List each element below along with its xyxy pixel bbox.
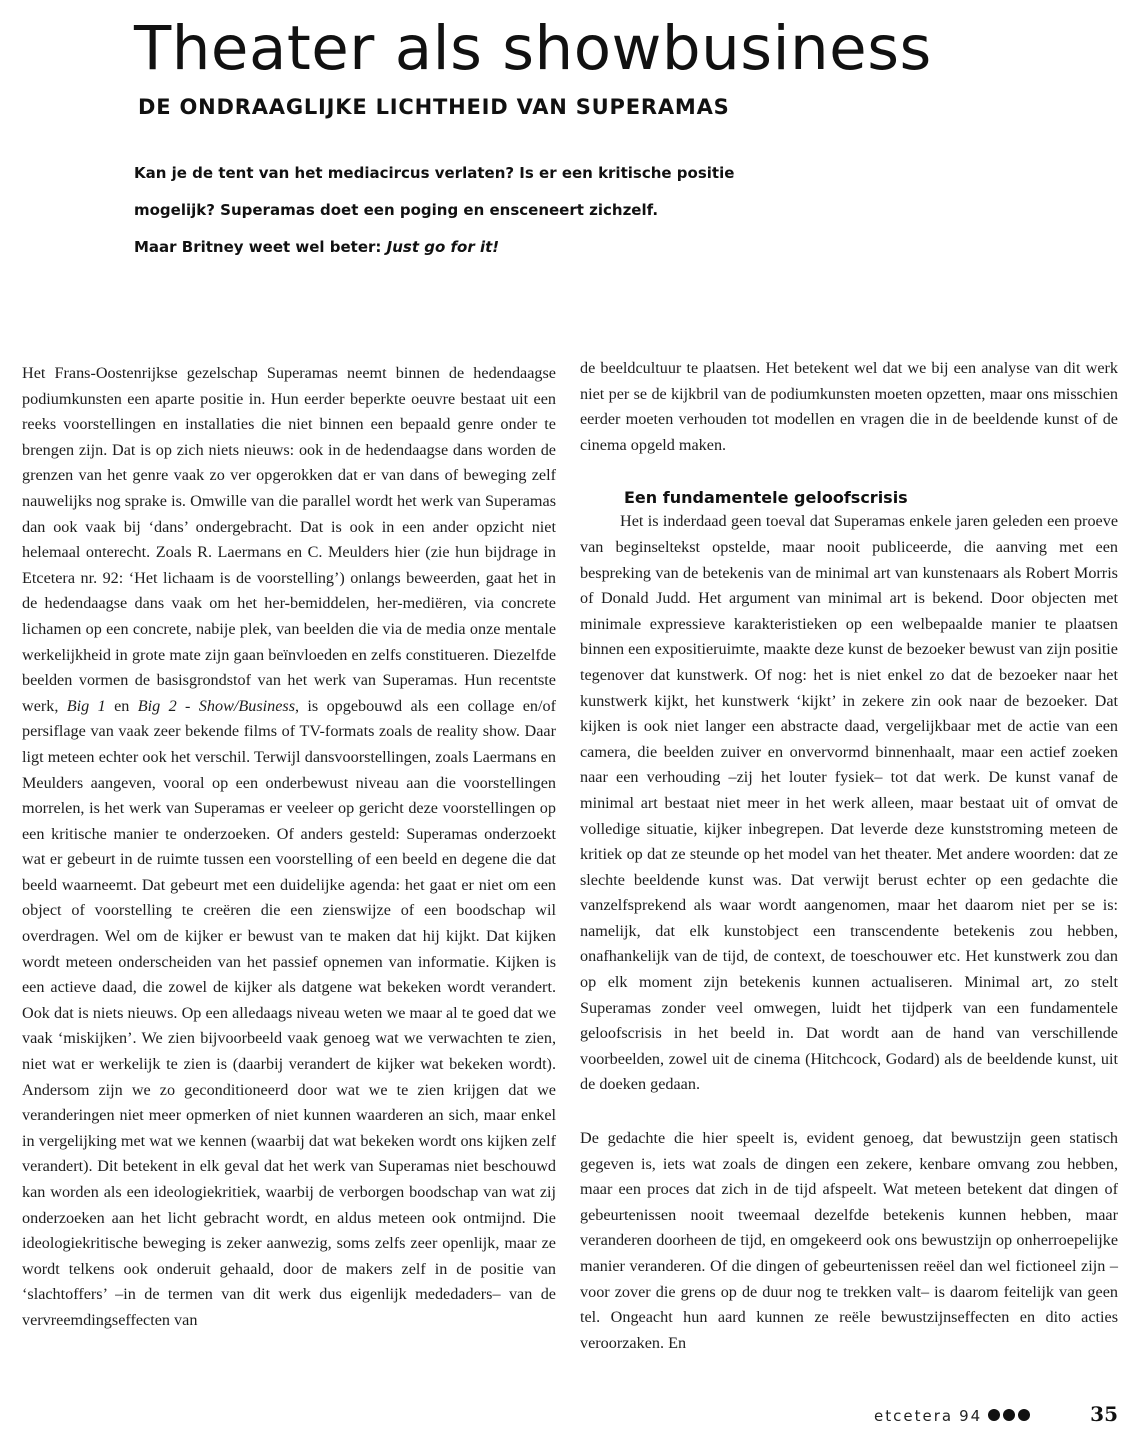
issue-number: 94	[959, 1407, 983, 1425]
dots-ornament	[988, 1409, 1030, 1421]
body-text: , is opgebouwd als een collage en/of persiflage van vaak zeer bekende films of TV-formats zoals de reality show. Daar ligt meteen echter ook het verschil. Terwijl dansvoorstellingen, zoals Laermans en Meulders aangeven, vooral op een onderbewust niveau aan die voorstellingen morrelen, is het werk van Superamas er veeleer op gericht deze voorstellingen op een kritische manier te onderzoeken. Of anders gesteld: Superamas onderzoekt wat er gebeurt in de ruimte tussen een voorstelling of een beeld en degene die dat beeld waarneemt. Dat gebeurt met een duidelijke agenda: het gaat er niet om een object of voorstelling te creëren die een zienswijze of een boodschap wil overdragen. Wel om de kijker er bewust van te maken dat hij kijkt. Dat kijken wordt meteen onderscheiden van het passief opnemen van informatie. Kijken is een actieve daad, die zowel de kijker als datgene wat bekeken wordt verandert. Ook dat is niets nieuws. Op een alledaags niveau weten we maar al te goed dat we vaak ‘miskijken’. We zien bijvoorbeeld vaak genoeg wat we verwachten te zien, niet wat er werkelijk te zien is (daarbij verandert de kijker wat bekeken wordt). Andersom zijn we zo geconditioneerd door wat we te zien krijgen dat we veranderingen niet meer opmerken of niet kunnen waarderen an sich, maar enkel in vergelijking met wat we kennen (waarbij dat wat bekeken wordt ons kijken zelf verandert). Dit betekent in elk geval dat het werk van Superamas niet beschouwd kan worden als een ideologiekritiek, waarbij de verborgen boodschap van wat zij onderzoeken aan het licht gebracht wordt, en aldus meteen ook ontmijnd. Die ideologiekritische beweging is zeker aanwezig, soms zelfs zeer openlijk, maar ze wordt telkens ook onderuit gehaald, door de makers zelf in de positie van ‘slachtoffers’ –in de termen van dit werk dus eigenlijk mededaders– van de vervreemdingseffecten van	[22, 696, 557, 1329]
work-title: Big 2 - Show/Business	[137, 696, 296, 715]
page-footer	[874, 1402, 1118, 1426]
body-paragraph	[22, 361, 556, 1334]
left-column	[22, 361, 556, 1334]
lead-line: mogelijk? Superamas doet een poging en ensceneert zichzelf.	[134, 201, 659, 219]
page-number: 35	[1090, 1402, 1118, 1426]
lead-line: Kan je de tent van het mediacircus verlaten? Is er een kritische positie	[134, 164, 735, 182]
magazine-name: etcetera	[874, 1407, 954, 1425]
lead-line	[134, 229, 1074, 266]
body-paragraph: De gedachte die hier speelt is, evident genoeg, dat bewustzijn geen statisch gegeven is, iets wat zoals de dingen een zekere, kenbare omvang zou hebben, maar een proces dat zich in de tijd afspeelt. Wat meteen betekent dat dingen of gebeurtenissen nooit tweemaal dezelfde betekenis kunnen hebben, maar veranderen doorheen de tijd, en omgekeerd ook ons bewustzijn op onherroepelijke manier veranderen. Of die dingen of gebeurtenissen reëel dan wel fictioneel zijn –voor zover die grens op de duur nog te trekken valt– is daarom feitelijk van geen tel. Ongeacht hun aard kunnen ze reële bewustzijnseffecten en dito acties veroorzaken. En	[580, 1129, 1118, 1352]
body-text: Het Frans-Oostenrijkse gezelschap Superamas neemt binnen de hedendaagse podiumkunsten een aparte positie in. Hun eerder beperkte oeuvre bestaat uit een reeks voorstellingen en installaties die niet binnen een bepaald genre onder te brengen zijn. Dat is op zich niets nieuws: ook in de hedendaagse dans worden de grenzen van het genre vaak zo ver opgerokken dat er van dans of beweging zelf nauwelijks nog sprake is. Omwille van die parallel wordt het werk van Superamas dan ook vaak bij ‘dans’ ondergebracht. Dat is ook in een ander opzicht niet helemaal onterecht. Zoals R. Laermans en C. Meulders hier (zie hun bijdrage in Etcetera nr. 92: ‘Het lichaam is de voorstelling’) onlangs beweerden, gaat het in de hedendaagse dans vaak om het her-bemiddelen, her-mediëren, via concrete lichamen op een concrete, nabije plek, van beelden die via de media onze mentale werkelijkheid in grote mate zijn gaan beïnvloeden en zelfs constitueren. Diezelfde beelden vormen de basisgrondstof van het werk van Superamas. Hun recentste werk,	[22, 364, 556, 715]
lead-emphasis: Just go for it!	[386, 238, 500, 256]
dot-icon	[1003, 1409, 1015, 1421]
article-subtitle: DE ONDRAAGLIJKE LICHTHEID VAN SUPERAMAS	[138, 95, 730, 119]
dot-icon	[1018, 1409, 1030, 1421]
lead-text: Maar Britney weet wel beter:	[134, 238, 387, 256]
body-paragraph: Het is inderdaad geen toeval dat Superamas enkele jaren geleden een proeve van beginseltekst opstelde, maar nooit publiceerde, die aanving met een bespreking van de betekenis van de minimal art van kunstenaars als Robert Morris of Donald Judd. Het argument van minimal art is bekend. Door objecten met minimale expressieve karakteristieken op een welbepaalde manier te plaatsen binnen een expositieruimte, maakte deze kunst de bezoeker bewust van zijn positie tegenover dat kunstwerk. Of nog: het is niet enkel zo dat de bezoeker naar het kunstwerk kijkt, het kunstwerk ‘kijkt’ in zekere zin ook naar de bezoeker. Dat kijken is ook niet langer een abstracte daad, vergelijkbaar met de actie van een camera, die beelden zuiver en onvervormd binnenhaalt, maar een actief zoeken naar een verhouding –zij het louter fysiek– tot dat werk. De kunst vanaf de minimal art bestaat niet meer in het werk alleen, maar bestaat uit of omvat de volledige situatie, kijker inbegrepen. Dat leverde deze kunststroming meteen de kritiek op dat ze steunde op het model van het theater. Met andere woorden: dat ze slechte beeldende kunst was. Dat verwijt berust echter op een gedachte die vanzelfsprekend als waar wordt aangenomen, maar het daarom niet per se is: namelijk, dat elk kunstobject een transcendente betekenis zou hebben, onafhankelijk van de tijd, de context, de toeschouwer etc. Het kunstwerk zou dan op elk moment zijn betekenis kunnen actualiseren. Minimal art, zo stelt Superamas zonder veel omwegen, luidt het tijdperk van een fundamentele geloofscrisis in het beeld in. Dat wordt aan de hand van verschillende voorbeelden, zowel uit de cinema (Hitchcock, Godard) als de beeldende kunst, uit de doeken gedaan.	[580, 512, 1118, 1094]
work-title: Big 1	[66, 696, 106, 715]
right-column	[580, 356, 1118, 1356]
article-title: Theater als showbusiness	[134, 13, 932, 84]
body-text: en	[105, 696, 138, 715]
body-paragraph: de beeldcultuur te plaatsen. Het betekent wel dat we bij een analyse van dit werk niet per se de kijkbril van de podiumkunsten moeten opzetten, maar ons misschien eerder moeten verhouden tot modellen en vragen die in de beeldende kunst of de cinema opgeld maken.	[580, 359, 1118, 454]
lead-paragraph	[134, 155, 1074, 266]
dot-icon	[988, 1409, 1000, 1421]
section-heading: Een fundamentele geloofscrisis	[624, 488, 908, 508]
